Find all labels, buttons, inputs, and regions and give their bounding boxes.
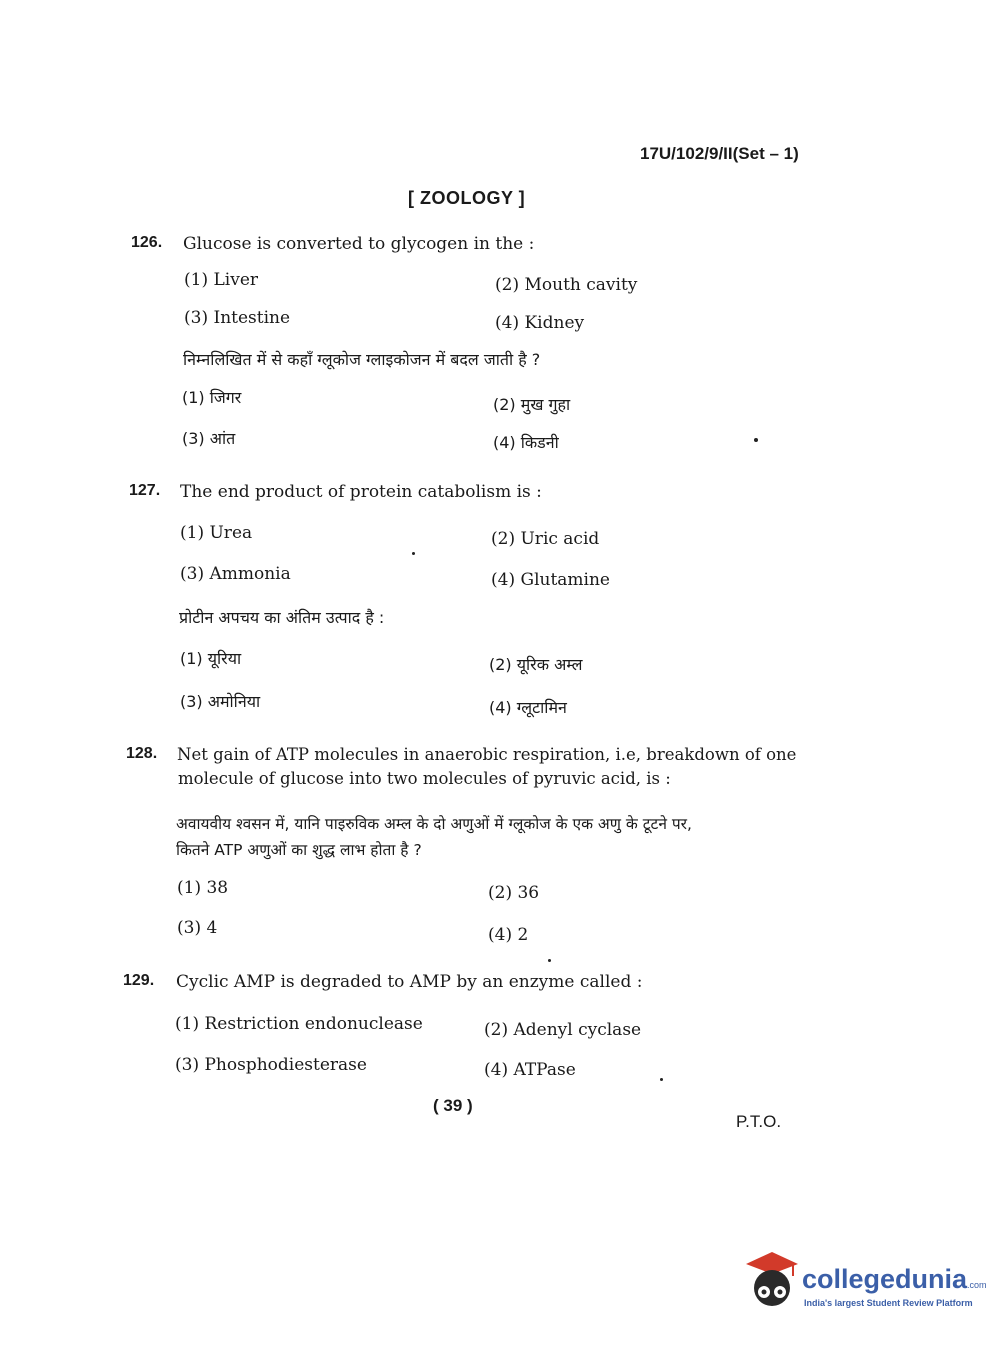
hindi-question-text: अवायवीय श्वसन में, यानि पाइरुविक अम्ल के दो अणुओं में ग्लूकोज के एक अणु के टूटने पर, [176, 815, 692, 833]
hindi-question-text: कितने ATP अणुओं का शुद्ध लाभ होता है ? [176, 841, 422, 859]
hindi-question-text: निम्नलिखित में से कहाँ ग्लूकोज ग्लाइकोजन में बदल जाती है ? [183, 350, 541, 369]
logo-tagline: India's largest Student Review Platform [804, 1298, 973, 1308]
collegedunia-wordmark [802, 1264, 987, 1295]
option: (2) Adenyl cyclase [484, 1020, 642, 1040]
scan-speck [548, 959, 551, 962]
logo-name: collegedunia [802, 1264, 968, 1294]
option: (3) Intestine [184, 308, 291, 328]
question-text: Cyclic AMP is degraded to AMP by an enzyme called : [176, 972, 643, 992]
option: (1) Restriction endonuclease [175, 1014, 423, 1034]
option: (2) Mouth cavity [495, 275, 638, 295]
scan-speck [754, 438, 758, 442]
hindi-option: (1) जिगर [182, 388, 242, 407]
option: (2) 36 [488, 883, 540, 903]
logo-suffix: .com [967, 1280, 987, 1290]
hindi-option: (4) किडनी [493, 433, 559, 452]
question-number: 126. [131, 234, 163, 251]
question-number: 128. [126, 745, 158, 762]
option: (4) Kidney [495, 313, 585, 333]
option: (3) 4 [177, 918, 218, 938]
option: (4) 2 [488, 925, 529, 945]
option: (1) Liver [184, 270, 259, 290]
option: (3) Ammonia [180, 564, 291, 584]
hindi-option: (3) आंत [182, 429, 236, 448]
option: (4) Glutamine [491, 570, 610, 590]
option: (4) ATPase [484, 1060, 576, 1080]
hindi-option: (1) यूरिया [180, 649, 242, 668]
paper-code: 17U/102/9/II(Set – 1) [640, 144, 799, 163]
hindi-option: (4) ग्लूटामिन [489, 698, 567, 717]
option: (1) Urea [180, 523, 253, 543]
scan-speck [660, 1078, 663, 1081]
question-text: molecule of glucose into two molecules of pyruvic acid, is : [178, 769, 671, 788]
question-text: Glucose is converted to glycogen in the : [183, 234, 535, 254]
section-title: [ ZOOLOGY ] [408, 188, 526, 208]
question-text: Net gain of ATP molecules in anaerobic respiration, i.e, breakdown of one [177, 745, 797, 764]
hindi-option: (3) अमोनिया [180, 692, 261, 711]
question-text: The end product of protein catabolism is : [180, 482, 542, 502]
pto-label: P.T.O. [736, 1112, 782, 1131]
hindi-option: (2) मुख गुहा [493, 395, 571, 414]
scan-speck [412, 552, 415, 555]
option: (2) Uric acid [491, 529, 600, 549]
question-number: 129. [123, 972, 155, 989]
question-number: 127. [129, 482, 161, 499]
collegedunia-mascot-icon [742, 1248, 802, 1314]
option: (3) Phosphodiesterase [175, 1055, 367, 1075]
page-number: ( 39 ) [433, 1096, 473, 1115]
hindi-option: (2) यूरिक अम्ल [489, 655, 583, 674]
hindi-question-text: प्रोटीन अपचय का अंतिम उत्पाद है : [179, 608, 385, 627]
option: (1) 38 [177, 878, 229, 898]
